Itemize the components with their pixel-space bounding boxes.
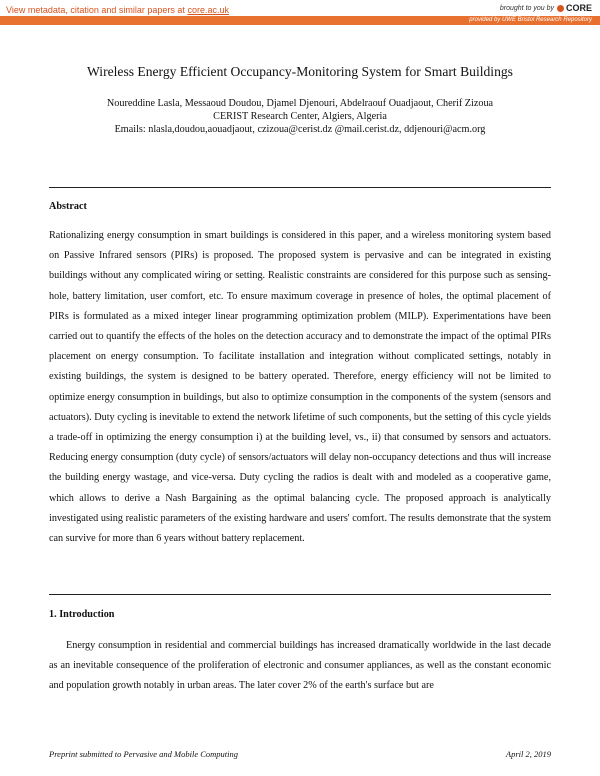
paper-affiliation: CERIST Research Center, Algiers, Algeria xyxy=(213,111,387,122)
paper-authors: Noureddine Lasla, Messaoud Doudou, Djamel Djenouri, Abdelraouf Ouadjaout, Cherif Zizoua xyxy=(106,98,494,109)
core-brought-text: brought to you by xyxy=(499,4,554,12)
core-provided-by[interactable]: provided by UWE Bristol Research Repository xyxy=(469,17,592,23)
core-logo[interactable] xyxy=(557,3,592,13)
footer-date: April 2, 2019 xyxy=(505,749,551,759)
abstract-heading: Abstract xyxy=(49,201,87,212)
core-link-prefix: View metadata, citation and similar papers at xyxy=(6,5,188,15)
core-logo-icon xyxy=(557,5,564,12)
paper-title: Wireless Energy Efficient Occupancy-Monitoring System for Smart Buildings xyxy=(87,64,513,79)
introduction-heading: 1. Introduction xyxy=(49,609,115,620)
core-metadata-link[interactable] xyxy=(6,5,229,15)
abstract-bottom-rule xyxy=(49,594,551,595)
core-brought-by xyxy=(500,3,592,13)
core-link-url[interactable]: core.ac.uk xyxy=(187,5,229,15)
footer-preprint-note: Preprint submitted to Pervasive and Mobile Computing xyxy=(49,749,239,759)
core-logo-text: CORE xyxy=(565,3,592,13)
abstract-top-rule xyxy=(49,187,551,188)
introduction-text: Energy consumption in residential and commercial buildings has increased dramatically worldwide in the last decade as an inevitable consequence of the proliferation of electronic and consumer appliances, as well as the constant economic and population growth notably in urban areas. The later cover 2% of the earth's surface but are xyxy=(49,640,551,692)
abstract-text: Rationalizing energy consumption in smart buildings is considered in this paper, and a wireless monitoring system based on Passive Infrared sensors (PIRs) is proposed. The proposed system is pervasive and can be integrated in existing buildings without any complicated wiring or setting. Realistic constraints are considered for this purpose such as sensing-hole, battery limitation, user comfort, etc. To ensure maximum coverage in presence of holes, the optimal placement of PIRs is formulated as a mixed integer linear programming optimization problem (MILP). Experimentations have been carried out to quantify the effects of the holes on the detection accuracy and to demonstrate the impact of the optimal PIRs placement on energy consumption. To facilitate installation and integration without complicated settings, notably in existing buildings, the system is designed to be battery operated. Therefore, energy efficiency will not be limited to optimize energy consumption in buildings, but also to optimize consumption in the components of the system (sensors and actuators). Duty cycling is inevitable to extend the network lifetime of such components, but the setting of this cycle yields a trade-off in optimizing the energy consumption i) at the building level, vs., ii) that consumed by sensors and actuators. Reducing energy consumption (duty cycle) of sensors/actuators will delay non-occupancy detections and thus will increase the building energy wastage, and vice-versa. Duty cycling the radios is dealt with and modeled as a cooperative game, which allows to derive a Nash Bargaining as the optimal balancing cycle. The proposed approach is analytically investigated using realistic parameters of the existing hardware and users' comfort. The results demonstrate that the system can survive for more than 6 years without battery replacement. xyxy=(49,230,551,545)
paper-emails: Emails: nlasla,doudou,aouadjaout, czizoua@cerist.dz @mail.cerist.dz, ddjenouri@acm.org xyxy=(114,124,486,135)
core-banner xyxy=(0,0,600,28)
